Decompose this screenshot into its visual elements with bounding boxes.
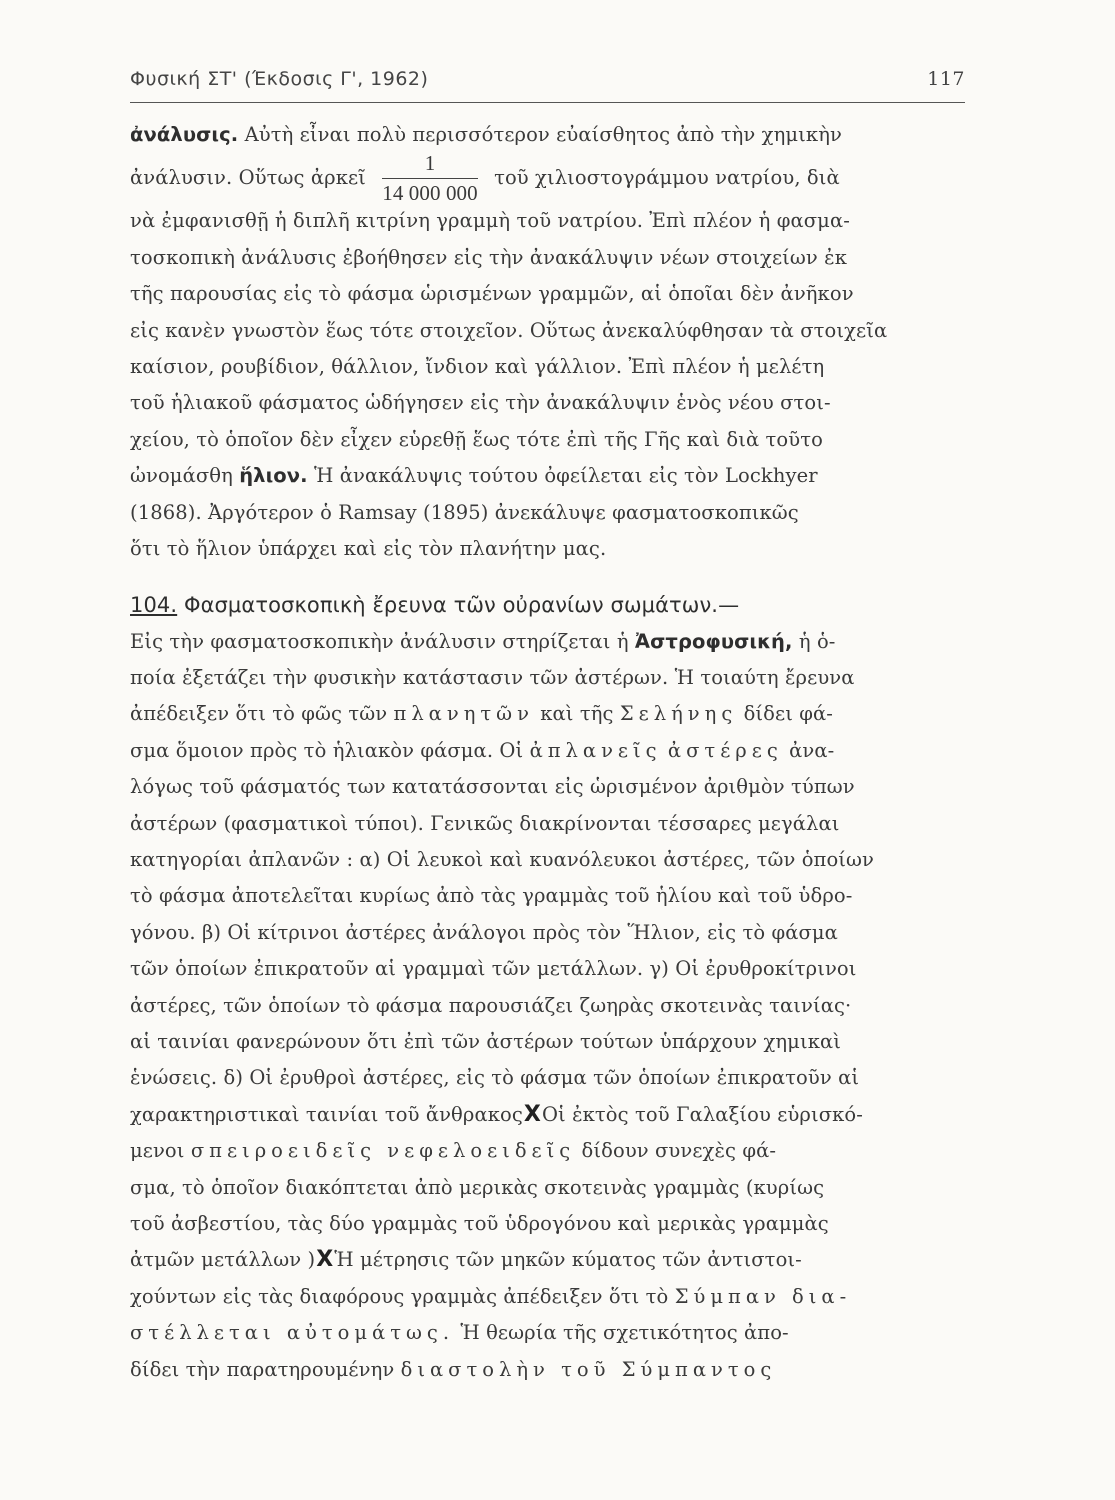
- spaced-term: Σύμπαν δια-: [674, 1284, 852, 1308]
- text-line: ὅτι τὸ ἥλιον ὑπάρχει καὶ εἰς τὸν πλανήτην μας.: [130, 536, 607, 560]
- spaced-term: στέλλεται αὐτομάτως.: [130, 1321, 455, 1345]
- text-span: σμα ὅμοιον πρὸς τὸ ἡλιακὸν φάσμα. Οἱ: [130, 738, 524, 762]
- spaced-term: ἀπλανεῖς: [529, 738, 662, 762]
- text-span: ἀτμῶν μετάλλων ): [130, 1248, 316, 1272]
- text-span: μενοι: [130, 1139, 185, 1163]
- text-span: Αὐτὴ εἶναι πολὺ περισσότερον εὐαίσθητος ἀπὸ τὴν χημικὴν: [244, 123, 842, 146]
- text-span: δίδει φά-: [743, 702, 833, 726]
- section-title: Φασματοσκοπικὴ ἔρευνα τῶν οὐρανίων σωμάτων.—: [183, 593, 740, 618]
- text-line: [130, 624, 965, 660]
- fraction-denominator: 14 000 000: [382, 181, 478, 206]
- page: [130, 62, 965, 1388]
- running-header: [130, 62, 965, 103]
- text-span: χαρακτηριστικαὶ ταινίαι τοῦ ἄνθρακος: [130, 1102, 523, 1126]
- spaced-term: πλανητῶν: [393, 702, 534, 726]
- text-span: Ἡ μέτρησις τῶν μηκῶν κύματος τῶν ἀντιστοι-: [334, 1248, 802, 1272]
- handwritten-mark: X: [316, 1247, 334, 1273]
- bold-term: Ἀστροφυσική,: [634, 629, 793, 653]
- text-line: [130, 1315, 965, 1351]
- handwritten-mark: X: [523, 1101, 541, 1127]
- text-line: λόγως τοῦ φάσματός των κατατάσσονται εἰς ὡρισμένον ἀριθμὸν τύπων: [130, 775, 855, 799]
- text-line: τὸ φάσμα ἀποτελεῖται κυρίως ἀπὸ τὰς γραμμὰς τοῦ ἡλίου καὶ τοῦ ὑδρο-: [130, 884, 853, 908]
- text-line: αἱ ταινίαι φανερώνουν ὅτι ἐπὶ τῶν ἀστέρων τούτων ὑπάρχουν χημικαὶ: [130, 1029, 842, 1053]
- text-line: (1868). Ἀργότερον ὁ Ramsay (1895) ἀνεκάλυψε φασματοσκοπικῶς: [130, 500, 799, 524]
- text-span: δίδουν συνεχὲς φά-: [581, 1139, 777, 1163]
- text-line: εἰς κανὲν γνωστὸν ἕως τότε στοιχεῖον. Οὕτως ἀνεκαλύφθησαν τὰ στοιχεῖα: [130, 318, 888, 342]
- text-line: τῶν ὁποίων ἐπικρατοῦν αἱ γραμμαὶ τῶν μετάλλων. γ) Οἱ ἐρυθροκίτρινοι: [130, 957, 857, 981]
- text-line: [130, 1133, 965, 1169]
- text-line: χείου, τὸ ὁποῖον δὲν εἶχεν εὑρεθῇ ἕως τότε ἐπὶ τῆς Γῆς καὶ διὰ τοῦτο: [130, 427, 823, 451]
- page-body: [130, 117, 965, 1388]
- text-line: τοσκοπικὴ ἀνάλυσις ἐβοήθησεν εἰς τὴν ἀνακάλυψιν νέων στοιχείων ἐκ: [130, 245, 848, 269]
- text-span: ἡ ὁ-: [798, 629, 836, 653]
- bold-term: ἥλιον.: [239, 464, 308, 488]
- text-span: Εἰς τὴν φασματοσκοπικὴν ἀνάλυσιν στηρίζεται ἡ: [130, 629, 629, 653]
- text-line: τοῦ ἀσβεστίου, τὰς δύο γραμμὰς τοῦ ὑδρογόνου καὶ μερικὰς γραμμὰς: [130, 1211, 829, 1235]
- text-line: [130, 458, 965, 494]
- text-span: Οἱ ἐκτὸς τοῦ Γαλαξίου εὑρισκό-: [541, 1102, 863, 1126]
- text-line: γόνου. β) Οἱ κίτρινοι ἀστέρες ἀνάλογοι πρὸς τὸν Ἥλιον, εἰς τὸ φάσμα: [130, 920, 838, 944]
- text-line: ἀστέρες, τῶν ὁποίων τὸ φάσμα παρουσιάζει ζωηρὰς σκοτεινὰς ταινίας·: [130, 993, 852, 1017]
- text-line: ποία ἐξετάζει τὴν φυσικὴν κατάστασιν τῶν ἀστέρων. Ἡ τοιαύτη ἔρευνα: [130, 666, 855, 690]
- text-span: ἀπέδειξεν ὅτι τὸ φῶς τῶν: [130, 702, 388, 726]
- text-line: [130, 1242, 965, 1278]
- text-span: ὠνομάσθη: [130, 464, 233, 488]
- text-span: τοῦ χιλιοστογράμμου νατρίου, διὰ: [494, 166, 840, 190]
- paragraph: [130, 117, 965, 567]
- text-line: [130, 151, 965, 206]
- section-heading: [130, 587, 965, 623]
- text-line: τοῦ ἡλιακοῦ φάσματος ὡδήγησεν εἰς τὴν ἀνακάλυψιν ἑνὸς νέου στοι-: [130, 391, 831, 415]
- text-span: Ἡ θεωρία τῆς σχετικότητος ἀπο-: [460, 1321, 789, 1345]
- spaced-term: διαστολὴν τοῦ Σύμπαντος: [400, 1357, 777, 1381]
- text-line: κατηγορίαι ἀπλανῶν : α) Οἱ λευκοὶ καὶ κυανόλευκοι ἀστέρες, τῶν ὁποίων: [130, 848, 875, 872]
- text-line: σμα, τὸ ὁποῖον διακόπτεται ἀπὸ μερικὰς σκοτεινὰς γραμμὰς (κυρίως: [130, 1175, 825, 1199]
- spaced-term: Σελήνης: [619, 702, 738, 726]
- text-line: ἀστέρων (φασματικοὶ τύποι). Γενικῶς διακρίνονται τέσσαρες μεγάλαι: [130, 811, 840, 835]
- text-line: νὰ ἐμφανισθῇ ἡ διπλῆ κιτρίνη γραμμὴ τοῦ νατρίου. Ἐπὶ πλέον ἡ φασμα-: [130, 209, 850, 233]
- text-span: δίδει τὴν παρατηρουμένην: [130, 1357, 395, 1381]
- text-span: Ἡ ἀνακάλυψις τούτου ὀφείλεται εἰς τὸν Lockhyer: [314, 464, 818, 488]
- fraction: [382, 153, 478, 204]
- page-number: 117: [927, 68, 965, 90]
- text-line: [130, 117, 965, 153]
- text-line: [130, 733, 965, 769]
- text-span: καὶ τῆς: [540, 702, 614, 726]
- text-span: χούντων εἰς τὰς διαφόρους γραμμὰς ἀπέδειξεν ὅτι τὸ: [130, 1284, 669, 1308]
- spaced-term: ἀστέρες: [667, 738, 783, 762]
- text-line: [130, 1279, 965, 1315]
- text-span: ἀνάλυσιν. Οὕτως ἀρκεῖ: [130, 166, 366, 190]
- section-number: 104.: [130, 593, 178, 618]
- text-span: ἀνα-: [789, 738, 835, 762]
- header-title: Φυσική ΣΤ' (Έκδοσις Γ', 1962): [130, 68, 429, 90]
- text-line: [130, 1352, 965, 1388]
- fraction-numerator: 1: [382, 153, 478, 179]
- text-line: [130, 1097, 965, 1133]
- spaced-term: σπειροειδεῖς νεφελοειδεῖς: [190, 1139, 576, 1163]
- bold-term: ἀνάλυσις.: [130, 123, 239, 146]
- paragraph: [130, 624, 965, 1388]
- text-line: τῆς παρουσίας εἰς τὸ φάσμα ὡρισμένων γραμμῶν, αἱ ὁποῖαι δὲν ἀνῆκον: [130, 282, 854, 306]
- text-line: [130, 696, 965, 732]
- text-line: ἑνώσεις. δ) Οἱ ἐρυθροὶ ἀστέρες, εἰς τὸ φάσμα τῶν ὁποίων ἐπικρατοῦν αἱ: [130, 1066, 860, 1090]
- text-line: καίσιον, ρουβίδιον, θάλλιον, ἴνδιον καὶ γάλλιον. Ἐπὶ πλέον ἡ μελέτη: [130, 354, 825, 378]
